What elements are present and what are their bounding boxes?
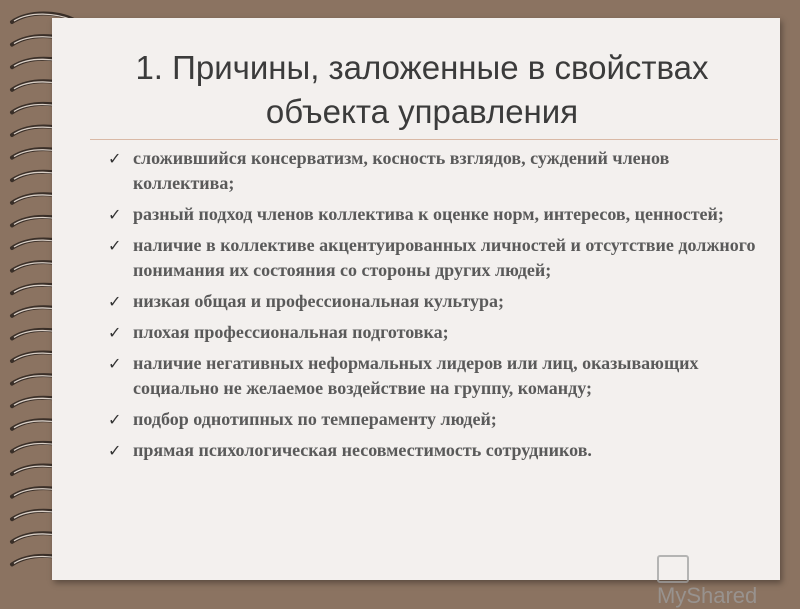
- bullet-text: прямая психологическая несовместимость сотрудников.: [133, 440, 592, 460]
- bullet-item: [96, 320, 756, 345]
- bullet-text: сложившийся консерватизм, косность взглядов, суждений членов коллектива;: [133, 148, 670, 193]
- bullet-text: наличие негативных неформальных лидеров или лиц, оказывающих социально не желаемое воздействие на группу, команду;: [133, 353, 699, 398]
- checkmark-icon: ✓: [108, 323, 122, 342]
- bullet-item: [96, 233, 756, 283]
- bullet-text: разный подход членов коллектива к оценке норм, интересов, ценностей;: [133, 204, 724, 224]
- watermark-logo: [657, 555, 780, 609]
- checkmark-icon: ✓: [108, 354, 122, 373]
- slide-paper: [52, 18, 780, 609]
- checkmark-icon: ✓: [108, 205, 122, 224]
- bullet-item: [96, 407, 756, 432]
- checkmark-icon: ✓: [108, 236, 122, 255]
- bullet-text: наличие в коллективе акцентуированных личностей и отсутствие должного понимания их состояния со стороны других людей;: [133, 235, 756, 280]
- checkmark-icon: ✓: [108, 149, 122, 168]
- checkmark-icon: ✓: [108, 292, 122, 311]
- bullet-item: [96, 438, 756, 463]
- bullet-item: [96, 289, 756, 314]
- title-divider: [90, 139, 778, 140]
- bullet-text: плохая профессиональная подготовка;: [133, 322, 449, 342]
- bullet-text: подбор однотипных по темпераменту людей;: [133, 409, 497, 429]
- watermark-text: MyShared: [657, 583, 758, 609]
- slide-title: 1. Причины, заложенные в свойствах объекта управления: [135, 49, 709, 130]
- presentation-icon: [657, 555, 689, 583]
- checkmark-icon: ✓: [108, 441, 122, 460]
- bullet-item: [96, 351, 756, 401]
- checkmark-icon: ✓: [108, 410, 122, 429]
- bullet-text: низкая общая и профессиональная культура;: [133, 291, 504, 311]
- bullet-list: [96, 146, 756, 469]
- bullet-item: [96, 146, 756, 196]
- bullet-item: [96, 202, 756, 227]
